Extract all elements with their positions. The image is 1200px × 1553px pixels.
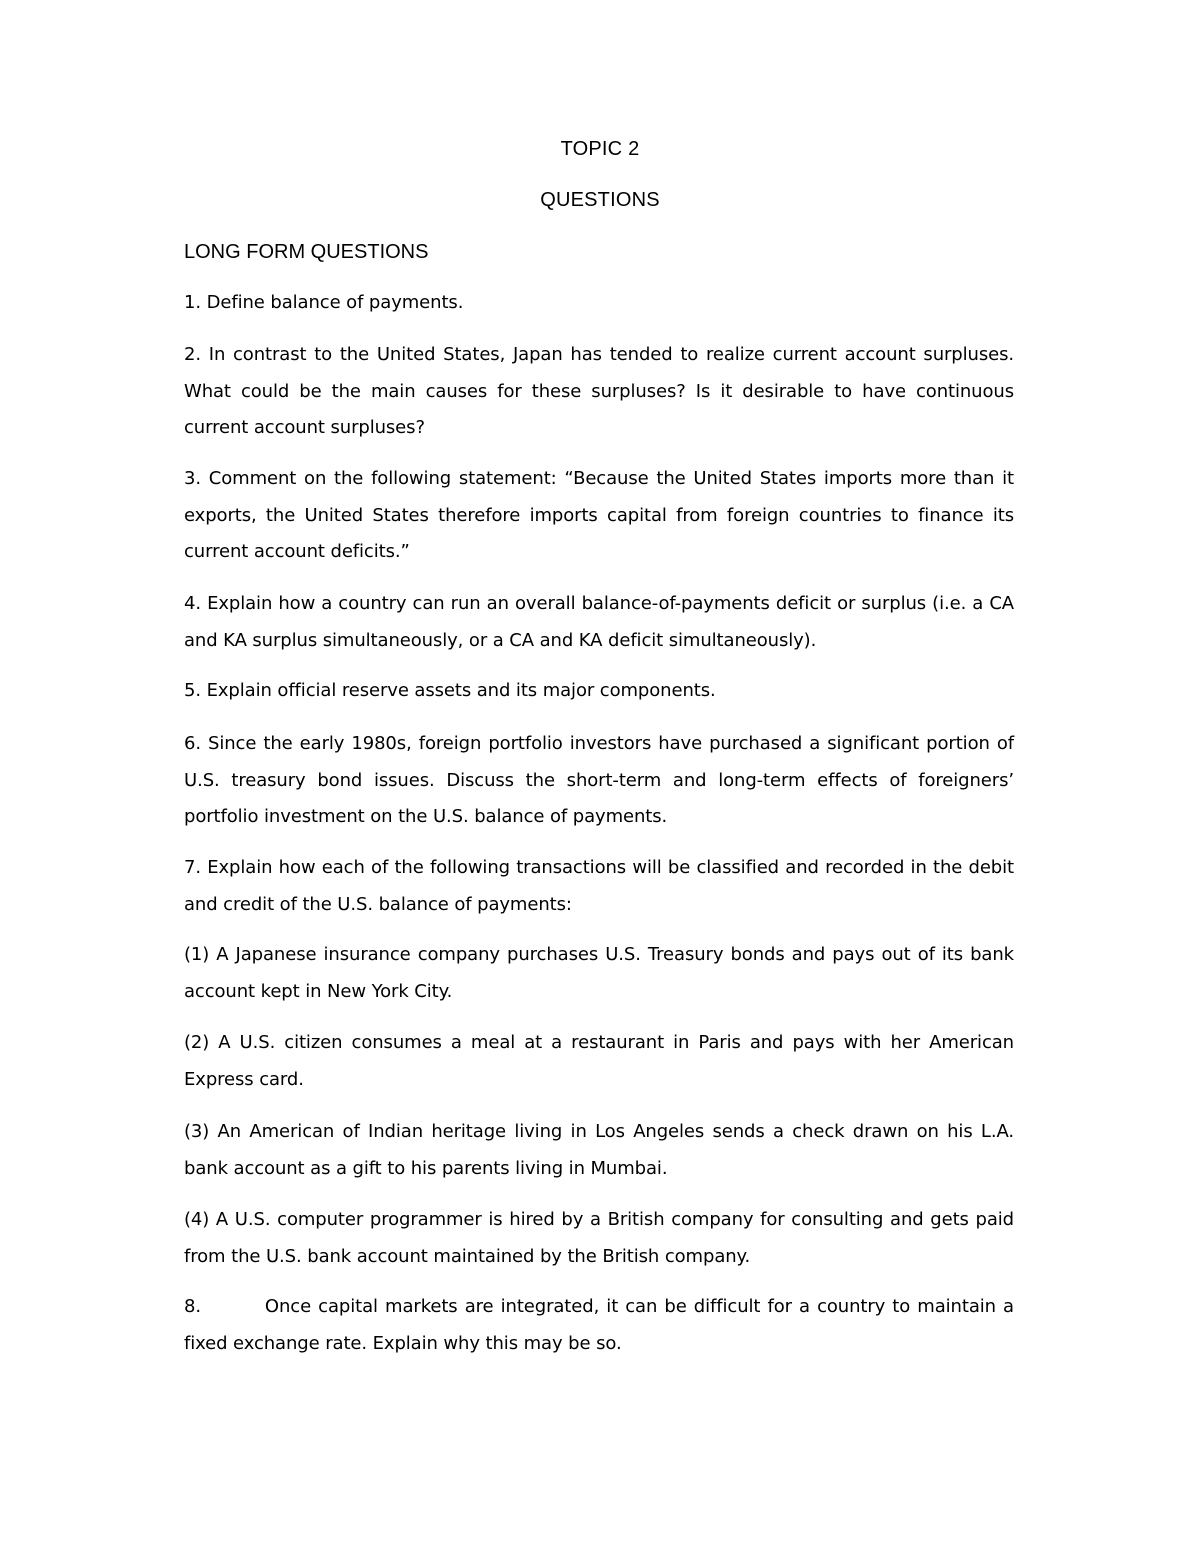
question-4: 4. Explain how a country can run an overall balance-of-payments deficit or surplus (i.e. a CA and KA surplus simultaneously, or a CA and KA deficit simultaneously). bbox=[184, 593, 1014, 651]
document-title: TOPIC 2 bbox=[560, 138, 640, 160]
question-5: 5. Explain official reserve assets and its major components. bbox=[184, 680, 716, 701]
question-1: 1. Define balance of payments. bbox=[184, 292, 464, 313]
question-2: 2. In contrast to the United States, Japan has tended to realize current account surpluses. What could be the main causes for these surpluses? Is it desirable to have continuous current account surpluses? bbox=[184, 344, 1014, 438]
question-7: 7. Explain how each of the following transactions will be classified and recorded in the debit and credit of the U.S. balance of payments: bbox=[184, 857, 1014, 915]
transaction-4: (4) A U.S. computer programmer is hired by a British company for consulting and gets paid from the U.S. bank account maintained by the British company. bbox=[184, 1209, 1014, 1267]
transaction-1: (1) A Japanese insurance company purchases U.S. Treasury bonds and pays out of its bank account kept in New York City. bbox=[184, 944, 1014, 1002]
question-3: 3. Comment on the following statement: “Because the United States imports more than it exports, the United States therefore imports capital from foreign countries to finance its current account deficits.” bbox=[184, 468, 1014, 562]
section-heading: LONG FORM QUESTIONS bbox=[184, 241, 429, 263]
question-6: 6. Since the early 1980s, foreign portfolio investors have purchased a significant portion of U.S. treasury bond issues. Discuss the short-term and long-term effects of foreigners’ portfolio investment on the U.S. balance of payments. bbox=[184, 733, 1014, 827]
document-subtitle: QUESTIONS bbox=[540, 189, 660, 211]
transaction-2: (2) A U.S. citizen consumes a meal at a restaurant in Paris and pays with her American Express card. bbox=[184, 1032, 1014, 1090]
question-8: 8. Once capital markets are integrated, it can be difficult for a country to maintain a fixed exchange rate. Explain why this may be so. bbox=[184, 1296, 1020, 1354]
transaction-3: (3) An American of Indian heritage living in Los Angeles sends a check drawn on his L.A. bank account as a gift to his parents living in Mumbai. bbox=[184, 1121, 1014, 1179]
